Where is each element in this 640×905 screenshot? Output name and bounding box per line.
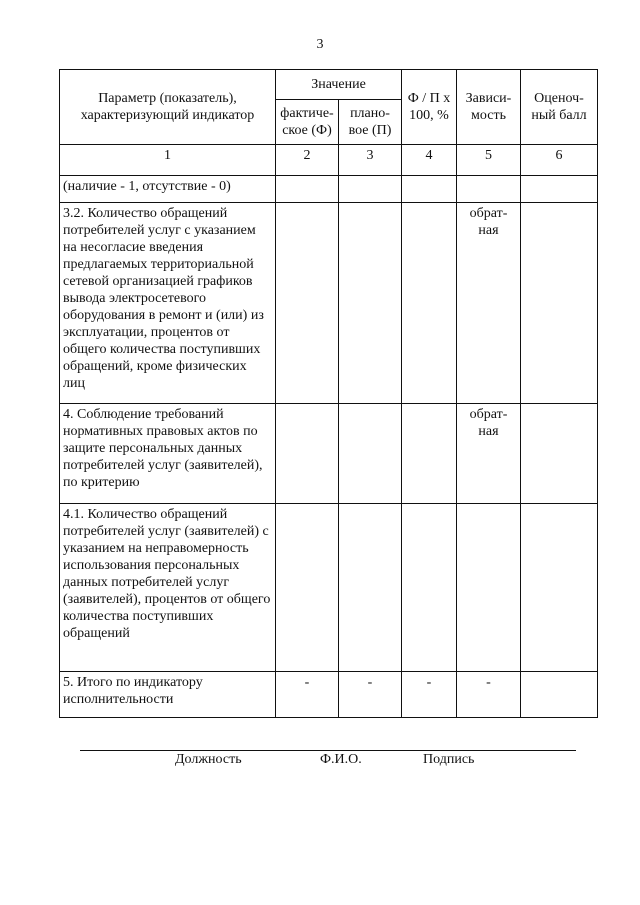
row-score (521, 404, 598, 504)
row-dependency: - (457, 672, 521, 718)
row-ratio (402, 404, 457, 504)
col-number: 4 (402, 145, 457, 176)
row-score (521, 176, 598, 203)
header-dependency: Зависи-мость (457, 70, 521, 145)
row-score (521, 203, 598, 404)
col-number: 3 (339, 145, 402, 176)
page-number: 3 (316, 37, 324, 52)
table-row (60, 404, 598, 504)
col-number: 6 (521, 145, 598, 176)
row-ratio (402, 504, 457, 672)
signature-sign-label: Подпись (423, 752, 475, 767)
row-planned (339, 203, 402, 404)
row-ratio (402, 176, 457, 203)
col-number: 1 (60, 145, 276, 176)
indicator-table (59, 69, 598, 718)
signature-position-label: Должность (175, 752, 242, 767)
row-actual (276, 504, 339, 672)
col-number: 5 (457, 145, 521, 176)
row-actual (276, 176, 339, 203)
table-header-row (60, 70, 598, 100)
row-dependency (457, 176, 521, 203)
row-dependency: обрат-ная (457, 404, 521, 504)
table-row (60, 176, 598, 203)
row-score (521, 672, 598, 718)
column-number-row (60, 145, 598, 176)
row-parameter: 3.2. Количество обращений потребителей услуг с указанием на несогласие введения предлагаемых территориальной сетевой организацией графиков вывода электросетевого оборудования в ремонт и (или) из эксплуатации, процентов от общего количества поступивших обращений, кроме физических лиц (60, 203, 276, 404)
signature-name-label: Ф.И.О. (320, 752, 362, 767)
header-parameter: Параметр (показатель), характеризующий индикатор (60, 70, 276, 145)
header-planned: плано-вое (П) (339, 100, 402, 145)
row-parameter: 4. Соблюдение требований нормативных правовых актов по защите персональных данных потребителей услуг (заявителей), по критерию (60, 404, 276, 504)
row-ratio: - (402, 672, 457, 718)
row-score (521, 504, 598, 672)
header-ratio: Ф / П х 100, % (402, 70, 457, 145)
col-number: 2 (276, 145, 339, 176)
row-planned (339, 504, 402, 672)
row-planned (339, 176, 402, 203)
row-planned: - (339, 672, 402, 718)
row-parameter: 4.1. Количество обращений потребителей услуг (заявителей) с указанием на неправомерность использования персональных данных потребителей услуг (заявителей), процентов от общего количества поступивших обращений (60, 504, 276, 672)
row-ratio (402, 203, 457, 404)
row-parameter: (наличие - 1, отсутствие - 0) (60, 176, 276, 203)
header-actual: фактиче-ское (Ф) (276, 100, 339, 145)
header-value-group: Значение (276, 70, 402, 100)
row-planned (339, 404, 402, 504)
table-row (60, 504, 598, 672)
row-dependency: обрат-ная (457, 203, 521, 404)
table-row (60, 203, 598, 404)
row-actual (276, 404, 339, 504)
table-row (60, 672, 598, 718)
row-parameter: 5. Итого по индикатору исполнительности (60, 672, 276, 718)
row-actual: - (276, 672, 339, 718)
row-actual (276, 203, 339, 404)
row-dependency (457, 504, 521, 672)
header-score: Оценоч-ный балл (521, 70, 598, 145)
signature-line (80, 750, 576, 751)
